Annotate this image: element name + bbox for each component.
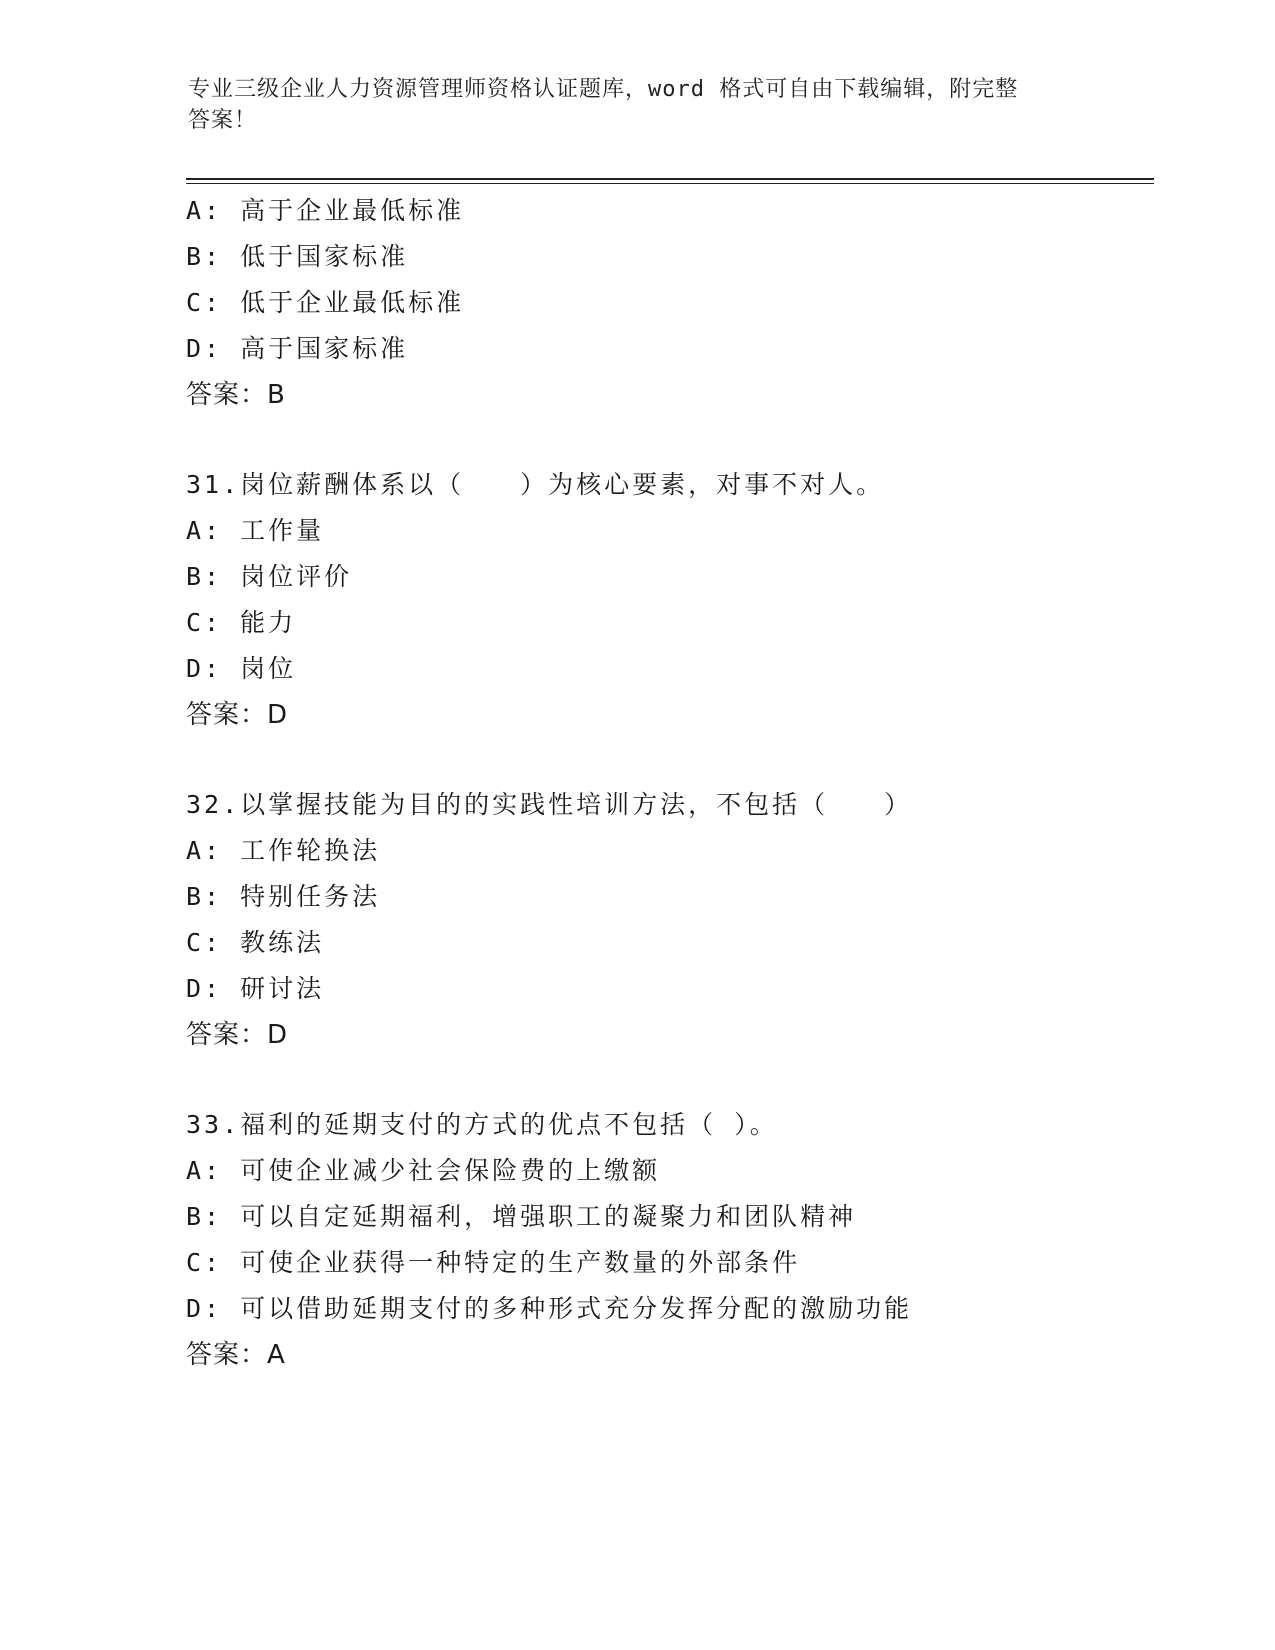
header-divider-thin (186, 183, 1154, 184)
answer-line: 答案：A (186, 1340, 286, 1370)
header-line-1: 专业三级企业人力资源管理师资格认证题库，word 格式可自由下载编辑，附完整 (188, 77, 1019, 102)
question-text: 32.以掌握技能为目的的实践性培训方法，不包括（ ） (186, 790, 913, 819)
option-c: C: 低于企业最低标准 (186, 288, 465, 317)
question-block-32 (186, 782, 1154, 1058)
question-spacer (186, 738, 1154, 782)
answer-line: 答案：D (186, 700, 289, 730)
option-b: B: 特别任务法 (186, 882, 381, 911)
option-a: A: 可使企业减少社会保险费的上缴额 (186, 1156, 661, 1185)
option-c: C: 可使企业获得一种特定的生产数量的外部条件 (186, 1248, 801, 1277)
question-text: 33.福利的延期支付的方式的优点不包括（ ）。 (186, 1110, 778, 1139)
option-b: B: 可以自定延期福利，增强职工的凝聚力和团队精神 (186, 1202, 857, 1231)
question-list (186, 188, 1154, 1378)
option-a: A: 工作轮换法 (186, 836, 381, 865)
option-d: D: 高于国家标准 (186, 334, 409, 363)
option-d: D: 研讨法 (186, 974, 325, 1003)
page-header (188, 74, 1088, 136)
option-a: A: 高于企业最低标准 (186, 196, 465, 225)
option-c: C: 教练法 (186, 928, 325, 957)
option-b: B: 低于国家标准 (186, 242, 409, 271)
question-spacer (186, 418, 1154, 462)
answer-line: 答案：B (186, 380, 286, 410)
question-block-30 (186, 188, 1154, 418)
question-text: 31.岗位薪酬体系以（ ）为核心要素，对事不对人。 (186, 470, 885, 499)
question-spacer (186, 1058, 1154, 1102)
option-a: A: 工作量 (186, 516, 325, 545)
option-d: D: 可以借助延期支付的多种形式充分发挥分配的激励功能 (186, 1294, 913, 1323)
option-d: D: 岗位 (186, 654, 297, 683)
answer-line: 答案：D (186, 1020, 289, 1050)
option-c: C: 能力 (186, 608, 297, 637)
header-divider-thick (186, 178, 1154, 180)
header-line-2: 答案！ (188, 108, 258, 133)
question-block-31 (186, 462, 1154, 738)
option-b: B: 岗位评价 (186, 562, 353, 591)
question-block-33 (186, 1102, 1154, 1378)
